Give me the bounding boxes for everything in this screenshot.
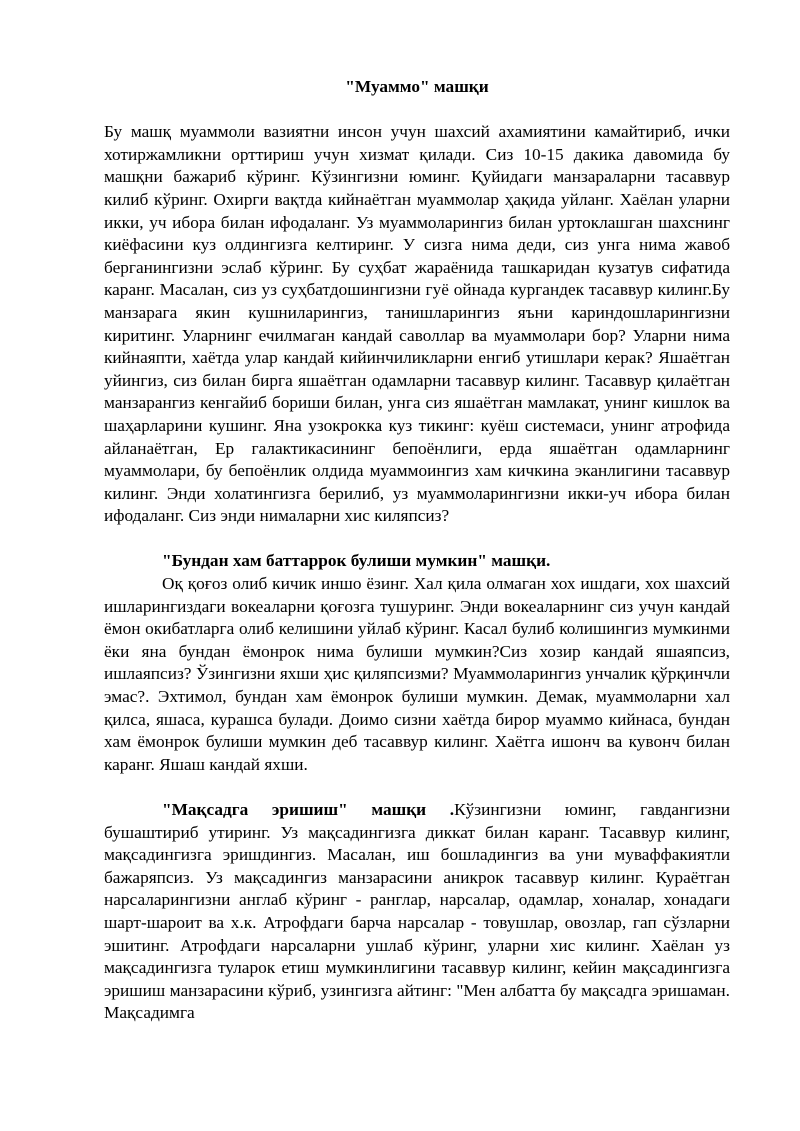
section1-body: Бу машқ муаммоли вазиятни инсон учун шахсий ахамиятини камайтириб, ички хотиржамликни орттириш учун хизмат қилади. Сиз 10-15 дакика давомида бу машқни бажариб кўринг. Кўзингизни юминг. Қуйидаги манзараларни тасаввур килиб кўринг. Охирги вақтда кийнаётган муаммолар ҳақида уйланг. Хаёлан уларни икки, уч ибора билан ифодаланг. Уз муаммоларингиз билан уртоклашган шахснинг киёфасини куз олдингизга келтиринг. У сизга нима деди, сиз унга нима жавоб берганингизни эслаб кўринг. Бу суҳбат жараёнида ташкаридан кузатув сифатида каранг. Масалан, сиз уз суҳбатдошингизни гуё ойнада кургандек тасаввур килинг.Бу манзарага якин кушниларингиз, танишларингиз яъни кариндошларингизни киритинг. Уларнинг ечилмаган кандай саволлар ва муаммолари бор? Уларни нима кийнаяпти, хаётда улар кандай кийинчиликларни енгиб утишлари керак? Яшаётган уйингиз, сиз билан бирга яшаётган одамларни тасаввур килинг. Тасаввур қилаётган манзарангиз кенгайиб бориши билан, унга сиз яшаётган мамлакат, унинг кишлок ва шаҳарларини кушинг. Яна узокрокка куз тикинг: куёш системаси, унинг атрофида айланаётган, Ер галактикасининг бепоёнлиги, ерда яшаётган одамларнинг муаммолари, бу бепоёнлик олдида муаммоингиз хам кичкина эканлигини тасаввур килинг. Энди холатингизга берилиб, уз муаммоларингизни икки-уч ибора билан ифодаланг. Сиз энди нималарни хис киляпсиз? [104, 122, 730, 526]
section1-title: "Муаммо" машқи [345, 77, 489, 96]
spacer [104, 776, 730, 799]
spacer [104, 528, 730, 551]
section3-paragraph [104, 799, 730, 1025]
spacer [104, 99, 730, 122]
section3-body: Кўзингизни юминг, гавдангизни бушаштириб утиринг. Уз мақсадингизга диккат билан каранг. Тасаввур килинг, мақсадингизга эришдингиз. Масалан, иш бошладингиз ва уни муваффакиятли бажаряпсиз. Уз мақсадингиз манзарасини аникрок тасаввур килинг. Кураётган нарсаларингизни англаб кўринг - ранглар, нарсалар, одамлар, хоналар, хонадаги шарт-шароит ва х.к. Атрофдаги барча нарсалар - товушлар, овозлар, гап сўзларни эшитинг. Атрофдаги нарсаларни ушлаб кўринг, уларни хис килинг. Хаёлан уз мақсадингизга туларок етиш мумкинлигини тасаввур килинг, кейин мақсадингизга эришиш манзарасини кўриб, узингизга айтинг: "Мен албатта бу мақсадга эришаман. Мақсадимга [104, 800, 730, 1023]
section2-body: Оқ қоғоз олиб кичик иншо ёзинг. Хал қила олмаган хох ишдаги, хох шахсий ишларингиздаги вокеаларни қоғозга тушуринг. Энди вокеаларнинг сиз учун кандай ёмон окибатларга олиб келишини уйлаб кўринг. Касал булиб колишингиз мумкинми ёки яна бундан ёмонрок нима булиши мумкин?Сиз хозир кандай яшаяпсиз, ишлаяпсиз? Ўзингизни яхши ҳис қиляпсизми? Муаммоларингиз унчалик қўрқинчли эмас?. Эхтимол, бундан хам ёмонрок булиши мумкин. Демак, муаммоларни хал қилса, яшаса, курашса булади. Доимо сизни хаётда бирор муаммо кийнаса, бундан хам ёмонрок булиши мумкин деб тасаввур килинг. Хаётга ишонч ва кувонч билан каранг. Яшаш кандай яхши. [104, 574, 730, 774]
section2-heading [104, 550, 730, 573]
section3-title: "Мақсадга эришиш" машқи . [162, 800, 455, 819]
section2-title: "Бундан хам баттаррок булиши мумкин" машқи. [162, 551, 551, 571]
